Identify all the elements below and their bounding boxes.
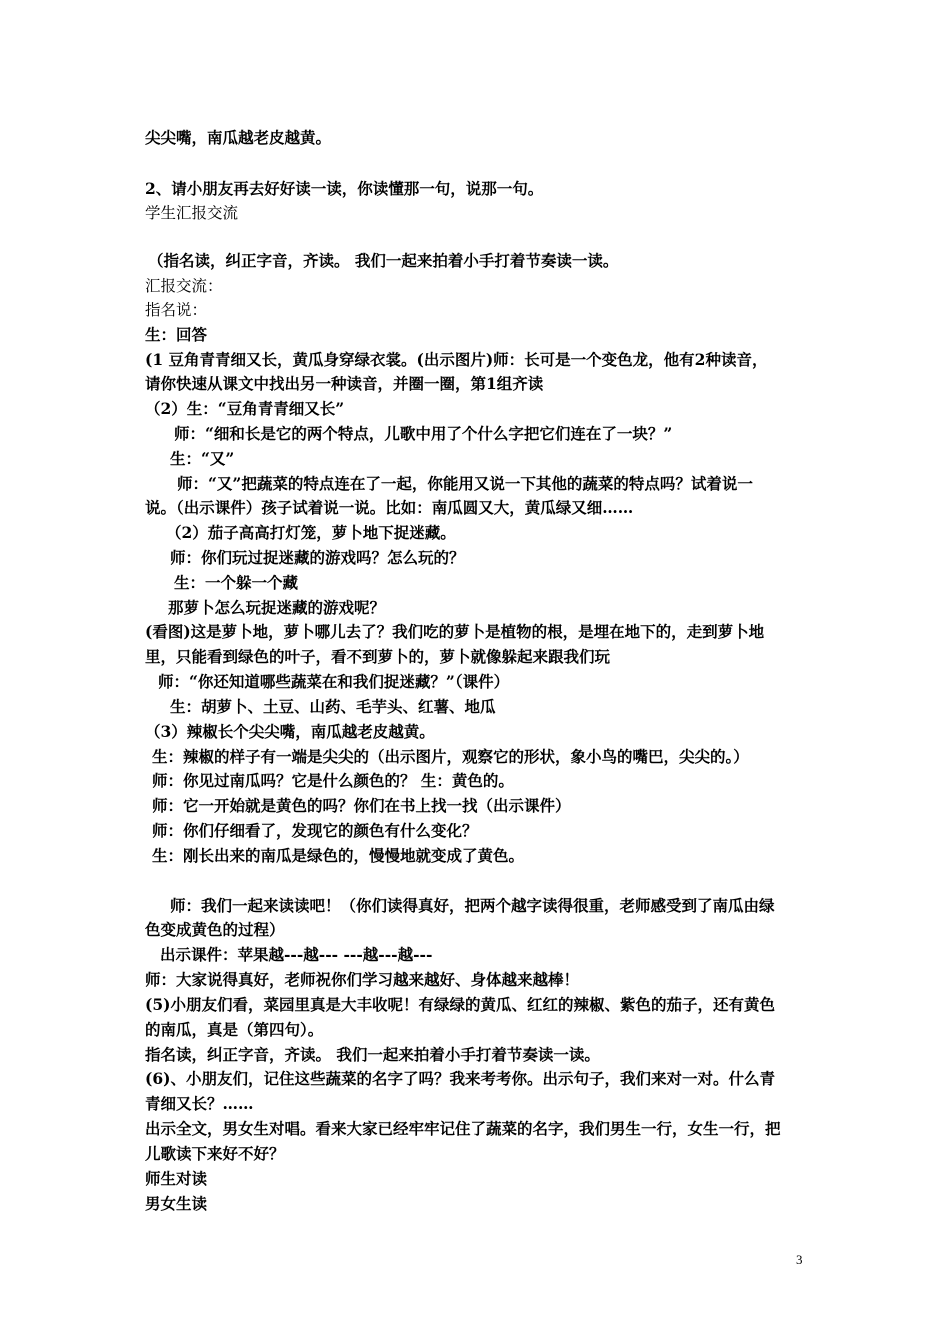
text-line: 师：你见过南瓜吗？它是什么颜色的？ 生：黄色的。 [152,771,514,790]
text-line: (1 豆角青青细又长，黄瓜身穿绿衣裳。(出示图片)师：长可是一个变色龙，他有2种读音， [145,350,768,369]
text-line: 师：“细和长是它的两个特点，儿歌中用了个什么字把它们连在了一块？” [174,424,673,443]
text-line: 说。（出示课件）孩子试着说一说。比如：南瓜圆又大，黄瓜绿又细…… [145,498,634,517]
text-line: 男女生读 [145,1194,208,1213]
text-line: (5)小朋友们看，菜园里真是大丰收呢！有绿绿的黄瓜、红红的辣椒、紫色的茄子，还有黄色 [145,995,775,1014]
text-line: 师：我们一起来读读吧！（你们读得真好，把两个越字读得很重，老师感受到了南瓜由绿 [170,896,775,915]
page-number: 3 [796,1252,803,1267]
text-line: 师：它一开始就是黄色的吗？你们在书上找一找（出示课件） [152,796,571,815]
text-line: 生：辣椒的样子有一端是尖尖的（出示图片，观察它的形状，象小鸟的嘴巴，尖尖的。） [152,747,749,766]
text-line: 生：回答 [145,325,208,344]
text-line: 师：你们玩过捉迷藏的游戏吗？怎么玩的？ [170,548,465,567]
text-line: 出示课件：苹果越---越--- ---越---越--- [160,945,433,964]
text-line: （2）生：“豆角青青细又长” [145,399,345,418]
text-line: 汇报交流： [145,277,223,295]
text-line: 请你快速从课文中找出另一种读音，并圈一圈，第1组齐读 [145,374,544,393]
text-line: 尖尖嘴，南瓜越老皮越黄。 [145,128,332,147]
text-line: 学生汇报交流 [145,204,239,222]
text-line: 师：“又”把蔬菜的特点连在了一起，你能用又说一下其他的蔬菜的特点吗？试着说一 [177,474,753,493]
text-line: 师生对读 [145,1169,208,1188]
text-line: 里，只能看到绿色的叶子，看不到萝卜的，萝卜就像躲起来跟我们玩 [145,647,611,666]
text-line: 青细又长？…… [145,1094,254,1113]
text-line: 出示全文，男女生对唱。看来大家已经牢牢记住了蔬菜的名字，我们男生一行，女生一行，把 [145,1119,781,1138]
text-line: 色变成黄色的过程） [145,920,285,939]
text-line: 的南瓜，真是（第四句）。 [145,1020,324,1039]
text-line: 儿歌读下来好不好？ [145,1144,285,1163]
text-line: 那萝卜怎么玩捉迷藏的游戏呢？ [168,598,386,617]
text-line: （2）茄子高高打灯笼，萝卜地下捉迷藏。 [166,523,456,542]
text-line: 生：一个躲一个藏 [174,573,299,592]
text-line: 生：刚长出来的南瓜是绿色的，慢慢地就变成了黄色。 [152,846,525,865]
text-line: 2、请小朋友再去好好读一读，你读懂那一句，说那一句。 [145,179,544,198]
text-line: 指名读，纠正字音，齐读。 我们一起来拍着小手打着节奏读一读。 [145,1045,600,1064]
text-line: 生：胡萝卜、土豆、山药、毛芋头、红薯、地瓜 [170,697,496,716]
text-line: 指名说： [145,301,208,319]
text-line: (6)、小朋友们，记住这些蔬菜的名字了吗？我来考考你。出示句子，我们来对一对。什么青 [145,1069,775,1088]
text-line: 师：你们仔细看了，发现它的颜色有什么变化？ [152,821,478,840]
text-line: 生：“又” [170,449,235,468]
text-line: （3）辣椒长个尖尖嘴，南瓜越老皮越黄。 [145,722,435,741]
text-line: （指名读，纠正字音，齐读。 我们一起来拍着小手打着节奏读一读。 [148,251,619,270]
text-line: (看图)这是萝卜地，萝卜哪儿去了？我们吃的萝卜是植物的根，是埋在地下的，走到萝卜地 [145,622,765,641]
text-line: 师：大家说得真好，老师祝你们学习越来越好、身体越来越棒！ [145,970,580,989]
text-line: 师：“你还知道哪些蔬菜在和我们捉迷藏？”（课件） [158,672,510,691]
